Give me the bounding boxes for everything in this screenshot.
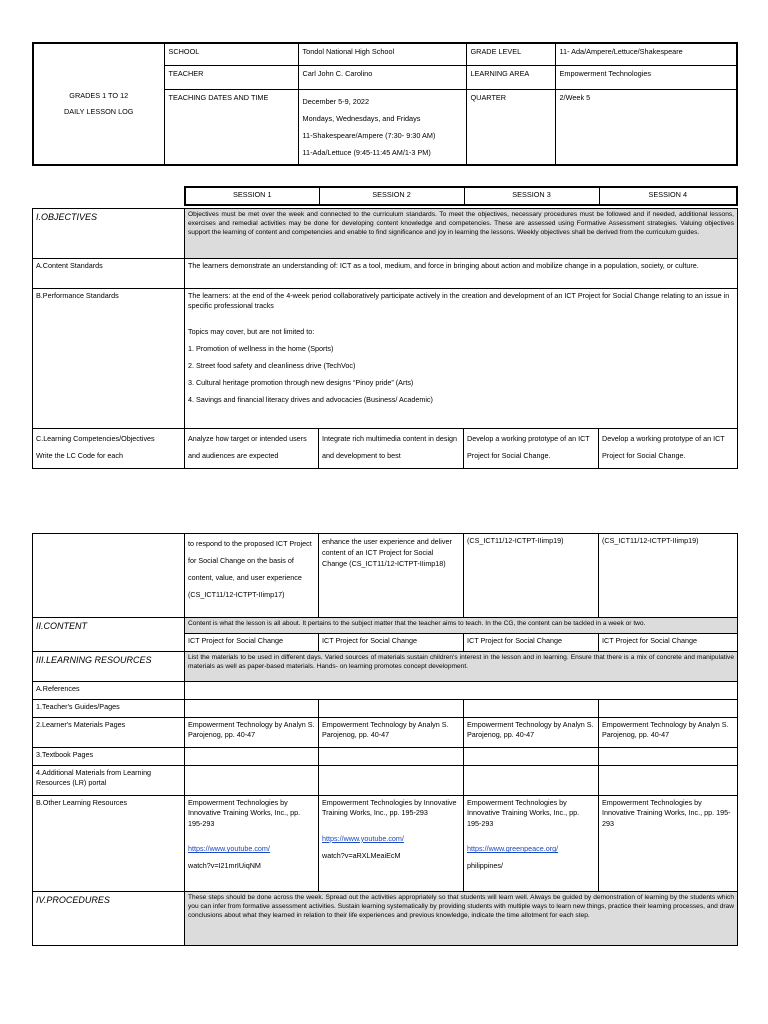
youtube-link-s2[interactable]: https://www.youtube.com/	[322, 833, 404, 843]
quarter-label: QUARTER	[466, 89, 555, 165]
other-resources-s1	[185, 796, 319, 892]
textbook-s4	[599, 748, 738, 766]
objectives-text: Objectives must be met over the week and connected to the curriculum standards. To meet the objectives, necessary procedures must be followed and if needed, additional lessons, exercises and remedial activities may be done for developing content knowledge and competencies. These are assessed using Formative Assessment strategies. Valuing objectives support the learning of content and competencies and enable to find significance and joy in learning the lessons. Weekly objectives shall be derived from the curriculum guides.	[185, 209, 738, 259]
learning-area-label: LEARNING AREA	[466, 65, 555, 89]
performance-standards-text: The learners: at the end of the 4-week period collaboratively participate actively in the creation and development of an ICT Project for Social Change relating to an issue in specific professional tracks	[188, 291, 730, 311]
teachers-guide-label: 1.Teacher's Guides/Pages	[33, 700, 185, 718]
competency-s1-top: Analyze how target or intended users and audiences are expected	[185, 429, 319, 469]
performance-standards-cell	[185, 289, 738, 429]
additional-s4	[599, 766, 738, 796]
competencies-continued	[33, 534, 185, 618]
grades-cell	[33, 43, 164, 165]
teachers-guide-s2	[319, 700, 464, 718]
textbook-s2	[319, 748, 464, 766]
dates-line: December 5-9, 2022	[302, 96, 370, 106]
objectives-table	[32, 208, 738, 469]
session-1-header: SESSION 1	[185, 187, 319, 205]
topic-item: 3. Cultural heritage promotion through new designs “Pinoy pride” (Arts)	[188, 377, 414, 387]
performance-standards-label: B.Performance Standards	[33, 289, 185, 429]
session-3-header: SESSION 3	[464, 187, 599, 205]
learners-materials-s3: Empowerment Technology by Analyn S. Parojenog, pp. 40-47	[464, 718, 599, 748]
learners-materials-s1: Empowerment Technology by Analyn S. Parojenog, pp. 40-47	[185, 718, 319, 748]
competency-s4-top: Develop a working prototype of an ICT Project for Social Change.	[599, 429, 738, 469]
competency-s2-top: Integrate rich multimedia content in design and development to best	[319, 429, 464, 469]
competency-s4-bottom: (CS_ICT11/12-ICTPT-IIimp19)	[599, 534, 738, 618]
additional-s1	[185, 766, 319, 796]
content-topic-s3: ICT Project for Social Change	[464, 634, 599, 652]
competency-s3-top: Develop a working prototype of an ICT Project for Social Change.	[464, 429, 599, 469]
additional-materials-label: 4.Additional Materials from Learning Resources (LR) portal	[33, 766, 185, 796]
youtube-link-s1[interactable]: https://www.youtube.com/	[188, 844, 270, 854]
link-continuation: watch?v=I21mrIUiqNM	[188, 861, 261, 871]
sessions-header	[184, 186, 738, 206]
greenpeace-link-s3[interactable]: https://www.greenpeace.org/	[467, 844, 559, 854]
references-label: A.References	[33, 682, 185, 700]
link-continuation: philippines/	[467, 861, 503, 871]
content-topic-s4: ICT Project for Social Change	[599, 634, 738, 652]
grade-level-value: 11- Ada/Ampere/Lettuce/Shakespeare	[555, 43, 737, 65]
additional-s3	[464, 766, 599, 796]
school-label: SCHOOL	[164, 43, 298, 65]
teachers-guide-s4	[599, 700, 738, 718]
grade-level-label: GRADE LEVEL	[466, 43, 555, 65]
competency-s2-bottom: enhance the user experience and deliver content of an ICT Project for Social Change (CS_ICT11/12-ICTPT-IIimp18)	[319, 534, 464, 618]
other-resources-text: Empowerment Technologies by Innovative Training Works, Inc., pp. 195-293	[188, 798, 301, 828]
school-value: Tondol National High School	[298, 43, 466, 65]
textbook-s3	[464, 748, 599, 766]
competency-s1-bottom: to respond to the proposed ICT Project for Social Change on the basis of content, value, and user experience (CS_ICT11/12-ICTPT-IIimp17)	[185, 534, 319, 618]
link-continuation: watch?v=aRXLMeaiEcM	[322, 850, 401, 860]
topics-intro: Topics may cover, but are not limited to:	[188, 326, 315, 336]
other-resources-text: Empowerment Technologies by Innovative Training Works, Inc., pp. 195-293	[467, 798, 580, 828]
other-resources-s3	[464, 796, 599, 892]
competencies-label	[33, 429, 185, 469]
teacher-value: Carl John C. Carolino	[298, 65, 466, 89]
learners-materials-label: 2.Learner's Materials Pages	[33, 718, 185, 748]
content-text: Content is what the lesson is all about. It pertains to the subject matter that the teacher aims to teach. In the CG, the content can be tackled in a week or two.	[185, 618, 738, 634]
header-table	[32, 42, 738, 166]
dates-line: 11-Shakespeare/Ampere (7:30- 9:30 AM)	[302, 130, 436, 140]
procedures-title: IV.PROCEDURES	[33, 892, 185, 946]
session-4-header: SESSION 4	[599, 187, 737, 205]
teachers-guide-s1	[185, 700, 319, 718]
content-resources-table	[32, 533, 738, 946]
other-resources-s2	[319, 796, 464, 892]
content-topic-s1: ICT Project for Social Change	[185, 634, 319, 652]
competency-s3-bottom: (CS_ICT11/12-ICTPT-IIimp19)	[464, 534, 599, 618]
topic-item: 1. Promotion of wellness in the home (Sports)	[188, 343, 334, 353]
other-resources-text: Empowerment Technologies by Innovative Training Works, Inc., pp. 195-293	[322, 798, 457, 818]
content-standards-text: The learners demonstrate an understanding of: ICT as a tool, medium, and force in bringing about action and mobilize change in a population, society, or culture.	[185, 259, 738, 289]
resources-text: List the materials to be used in different days. Varied sources of materials sustain children's interest in the lesson and in learning. Ensure that there is a mix of concrete and manipulative materials as well as paper-based materials. Hands- on learning promotes concept development.	[185, 652, 738, 682]
dates-line: Mondays, Wednesdays, and Fridays	[302, 113, 421, 123]
learners-materials-s4: Empowerment Technology by Analyn S. Parojenog, pp. 40-47	[599, 718, 738, 748]
competencies-label-line: C.Learning Competencies/Objectives	[36, 434, 155, 443]
learners-materials-s2: Empowerment Technology by Analyn S. Parojenog, pp. 40-47	[319, 718, 464, 748]
content-standards-label: A.Content Standards	[33, 259, 185, 289]
procedures-text: These steps should be done across the week. Spread out the activities appropriately so that students will learn well. Always be guided by demonstration of learning by the students which you can infer from formative assessment activities. Sustain learning systematically by providing students with multiple ways to learn new things, practice their learning processes, and draw conclusions about what they learned in relation to their life experiences and previous knowledge, indicate the time allotment for each step.	[185, 892, 738, 946]
additional-s2	[319, 766, 464, 796]
textbook-pages-label: 3.Textbook Pages	[33, 748, 185, 766]
topic-item: 4. Savings and financial literacy drives and advocacies (Business/ Academic)	[188, 394, 433, 404]
dates-label: TEACHING DATES AND TIME	[164, 89, 298, 165]
content-title: II.CONTENT	[33, 618, 185, 652]
content-topic-s2: ICT Project for Social Change	[319, 634, 464, 652]
teacher-label: TEACHER	[164, 65, 298, 89]
other-resources-label: B.Other Learning Resources	[33, 796, 185, 892]
learning-area-value: Empowerment Technologies	[555, 65, 737, 89]
grades-label: GRADES 1 TO 12	[69, 90, 129, 100]
textbook-s1	[185, 748, 319, 766]
quarter-value: 2/Week 5	[555, 89, 737, 165]
dates-line: 11-Ada/Lettuce (9:45-11:45 AM/1-3 PM)	[302, 147, 431, 157]
session-2-header: SESSION 2	[319, 187, 464, 205]
other-resources-s4	[599, 796, 738, 892]
references-row	[185, 682, 738, 700]
competencies-label-line: Write the LC Code for each	[36, 450, 123, 460]
log-title: DAILY LESSON LOG	[64, 107, 134, 117]
objectives-title: I.OBJECTIVES	[33, 209, 185, 259]
topic-item: 2. Street food safety and cleanliness drive (TechVoc)	[188, 360, 356, 370]
teachers-guide-s3	[464, 700, 599, 718]
other-resources-text: Empowerment Technologies by Innovative Training Works, Inc., pp. 195-293	[602, 798, 731, 828]
resources-title: III.LEARNING RESOURCES	[33, 652, 185, 682]
dates-value	[298, 89, 466, 165]
